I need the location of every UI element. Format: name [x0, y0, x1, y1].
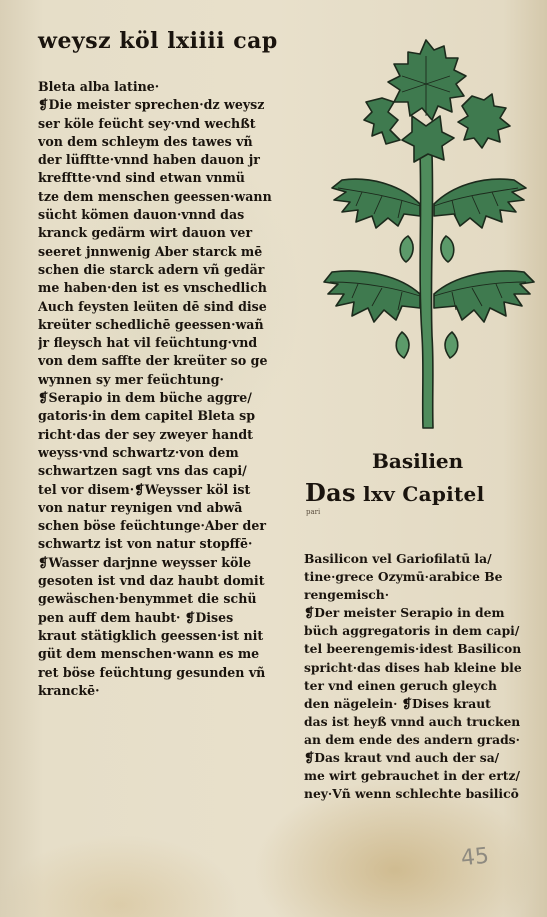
- chapter-title-numeral: lxv: [363, 482, 396, 506]
- left-column-text-line: sücht kömen dauon·vnnd das: [38, 207, 245, 223]
- right-column-text-line: Basilicon vel Gariofilatū la/: [304, 551, 492, 566]
- left-column-text-line: me haben·den ist es vnschedlich: [38, 280, 267, 296]
- left-column-text-line: kreüter schedlichē geessen·wañ: [38, 316, 264, 332]
- left-column-text-line: der lüfftte·vnnd haben dauon jr: [38, 152, 260, 168]
- right-column-text-line: tel beerengemis·idest Basilicon: [304, 641, 522, 657]
- left-column-text-line: von dem schleym des tawes vñ: [38, 133, 253, 149]
- left-column-text-line: tel vor disem·❡Weysser köl ist: [38, 481, 251, 497]
- right-text-column: [304, 550, 544, 803]
- left-column-text-line: ❡Serapio in dem büche aggre/: [38, 390, 252, 406]
- right-column-text-line: an dem ende des andern grads·: [304, 731, 520, 747]
- right-column-text-line: ❡Das kraut vnd auch der sa/: [304, 750, 500, 766]
- left-column-text-line: seeret jnnwenig Aber starck mē: [38, 243, 263, 259]
- margin-mark: pari: [306, 508, 321, 516]
- right-column-text-line: tine·grece Ozymū·arabice Be: [304, 569, 503, 585]
- running-heading: weysz köl lxiiii cap: [38, 28, 278, 54]
- right-column-text-line: ter vnd einen geruch gleych: [304, 677, 497, 693]
- right-column-text-line: ❡Der meister Serapio in dem: [304, 605, 505, 621]
- right-column-text-line: büch aggregatoris in dem capi/: [304, 623, 520, 639]
- left-column-text-line: kranckē·: [38, 682, 100, 698]
- left-column-text-line: von dem saffte der kreüter so ge: [38, 353, 268, 369]
- left-column-text-line: krefftte·vnd sind etwan vnmü: [38, 170, 245, 186]
- left-column-text-line: von natur reynigen vnd abwā: [38, 499, 243, 515]
- left-column-text-line: gewäschen·benymmet die schü: [38, 591, 257, 607]
- right-column-text-line: spricht·das dises hab kleine ble: [304, 659, 522, 675]
- basil-plant-woodcut-icon: [322, 36, 536, 436]
- pencil-folio-note: 45: [459, 843, 491, 872]
- left-column-text-line: pen auff dem haubt· ❡Dises: [38, 609, 234, 625]
- right-column-text-line: ney·Vñ wenn schlechte basilicō: [304, 786, 519, 802]
- left-column-text-line: Bleta alba latine·: [38, 79, 160, 94]
- left-column-text-line: wynnen sy mer feüchtung·: [38, 371, 224, 387]
- left-column-text-line: ser köle feücht sey·vnd wechßt: [38, 115, 256, 131]
- right-column-text-line: rengemisch·: [304, 587, 389, 603]
- left-column-text-line: schen die starck adern vñ gedär: [38, 261, 265, 277]
- left-column-text-line: kraut stätigklich geessen·ist nit: [38, 627, 264, 643]
- chapter-title-number: [305, 478, 484, 507]
- left-column-text-line: schwartzen sagt vns das capi/: [38, 463, 247, 479]
- chapter-title-capitel: Capitel: [402, 482, 485, 506]
- left-column-text-line: kranck gedärm wirt dauon ver: [38, 225, 253, 241]
- left-column-text-line: gatoris·in dem capitel Bleta sp: [38, 408, 256, 424]
- left-column-text-line: tze dem menschen geessen·wann: [38, 188, 272, 204]
- right-column-text-line: den nägelein· ❡Dises kraut: [304, 695, 491, 711]
- left-text-column: [38, 78, 284, 700]
- left-column-text-line: ❡Wasser darjnne weysser köle: [38, 554, 252, 570]
- right-column-text-line: me wirt gebrauchet in der ertz/: [304, 768, 520, 784]
- left-column-text-line: schen böse feüchtunge·Aber der: [38, 518, 266, 534]
- left-column-text-line: gesoten ist vnd daz haubt domit: [38, 573, 265, 589]
- chapter-title-name: Basilien: [372, 449, 464, 473]
- right-column-text-line: das ist heyß vnnd auch trucken: [304, 713, 521, 729]
- left-column-text-line: Auch feysten leüten dē sind dise: [38, 298, 267, 314]
- left-column-text-line: richt·das der sey zweyer handt: [38, 426, 253, 442]
- chapter-title-das: Das: [305, 478, 356, 507]
- left-column-text-line: güt dem menschen·wann es me: [38, 646, 260, 662]
- left-column-text-line: weyss·vnd schwartz·von dem: [38, 444, 239, 460]
- left-column-text-line: ret böse feüchtung gesunden vñ: [38, 664, 266, 680]
- left-column-text-line: schwartz ist von natur stopffē·: [38, 536, 253, 552]
- left-column-text-line: jr fleysch hat vil feüchtung·vnd: [38, 335, 258, 351]
- left-column-text-line: ❡Die meister sprechen·dz weysz: [38, 97, 265, 113]
